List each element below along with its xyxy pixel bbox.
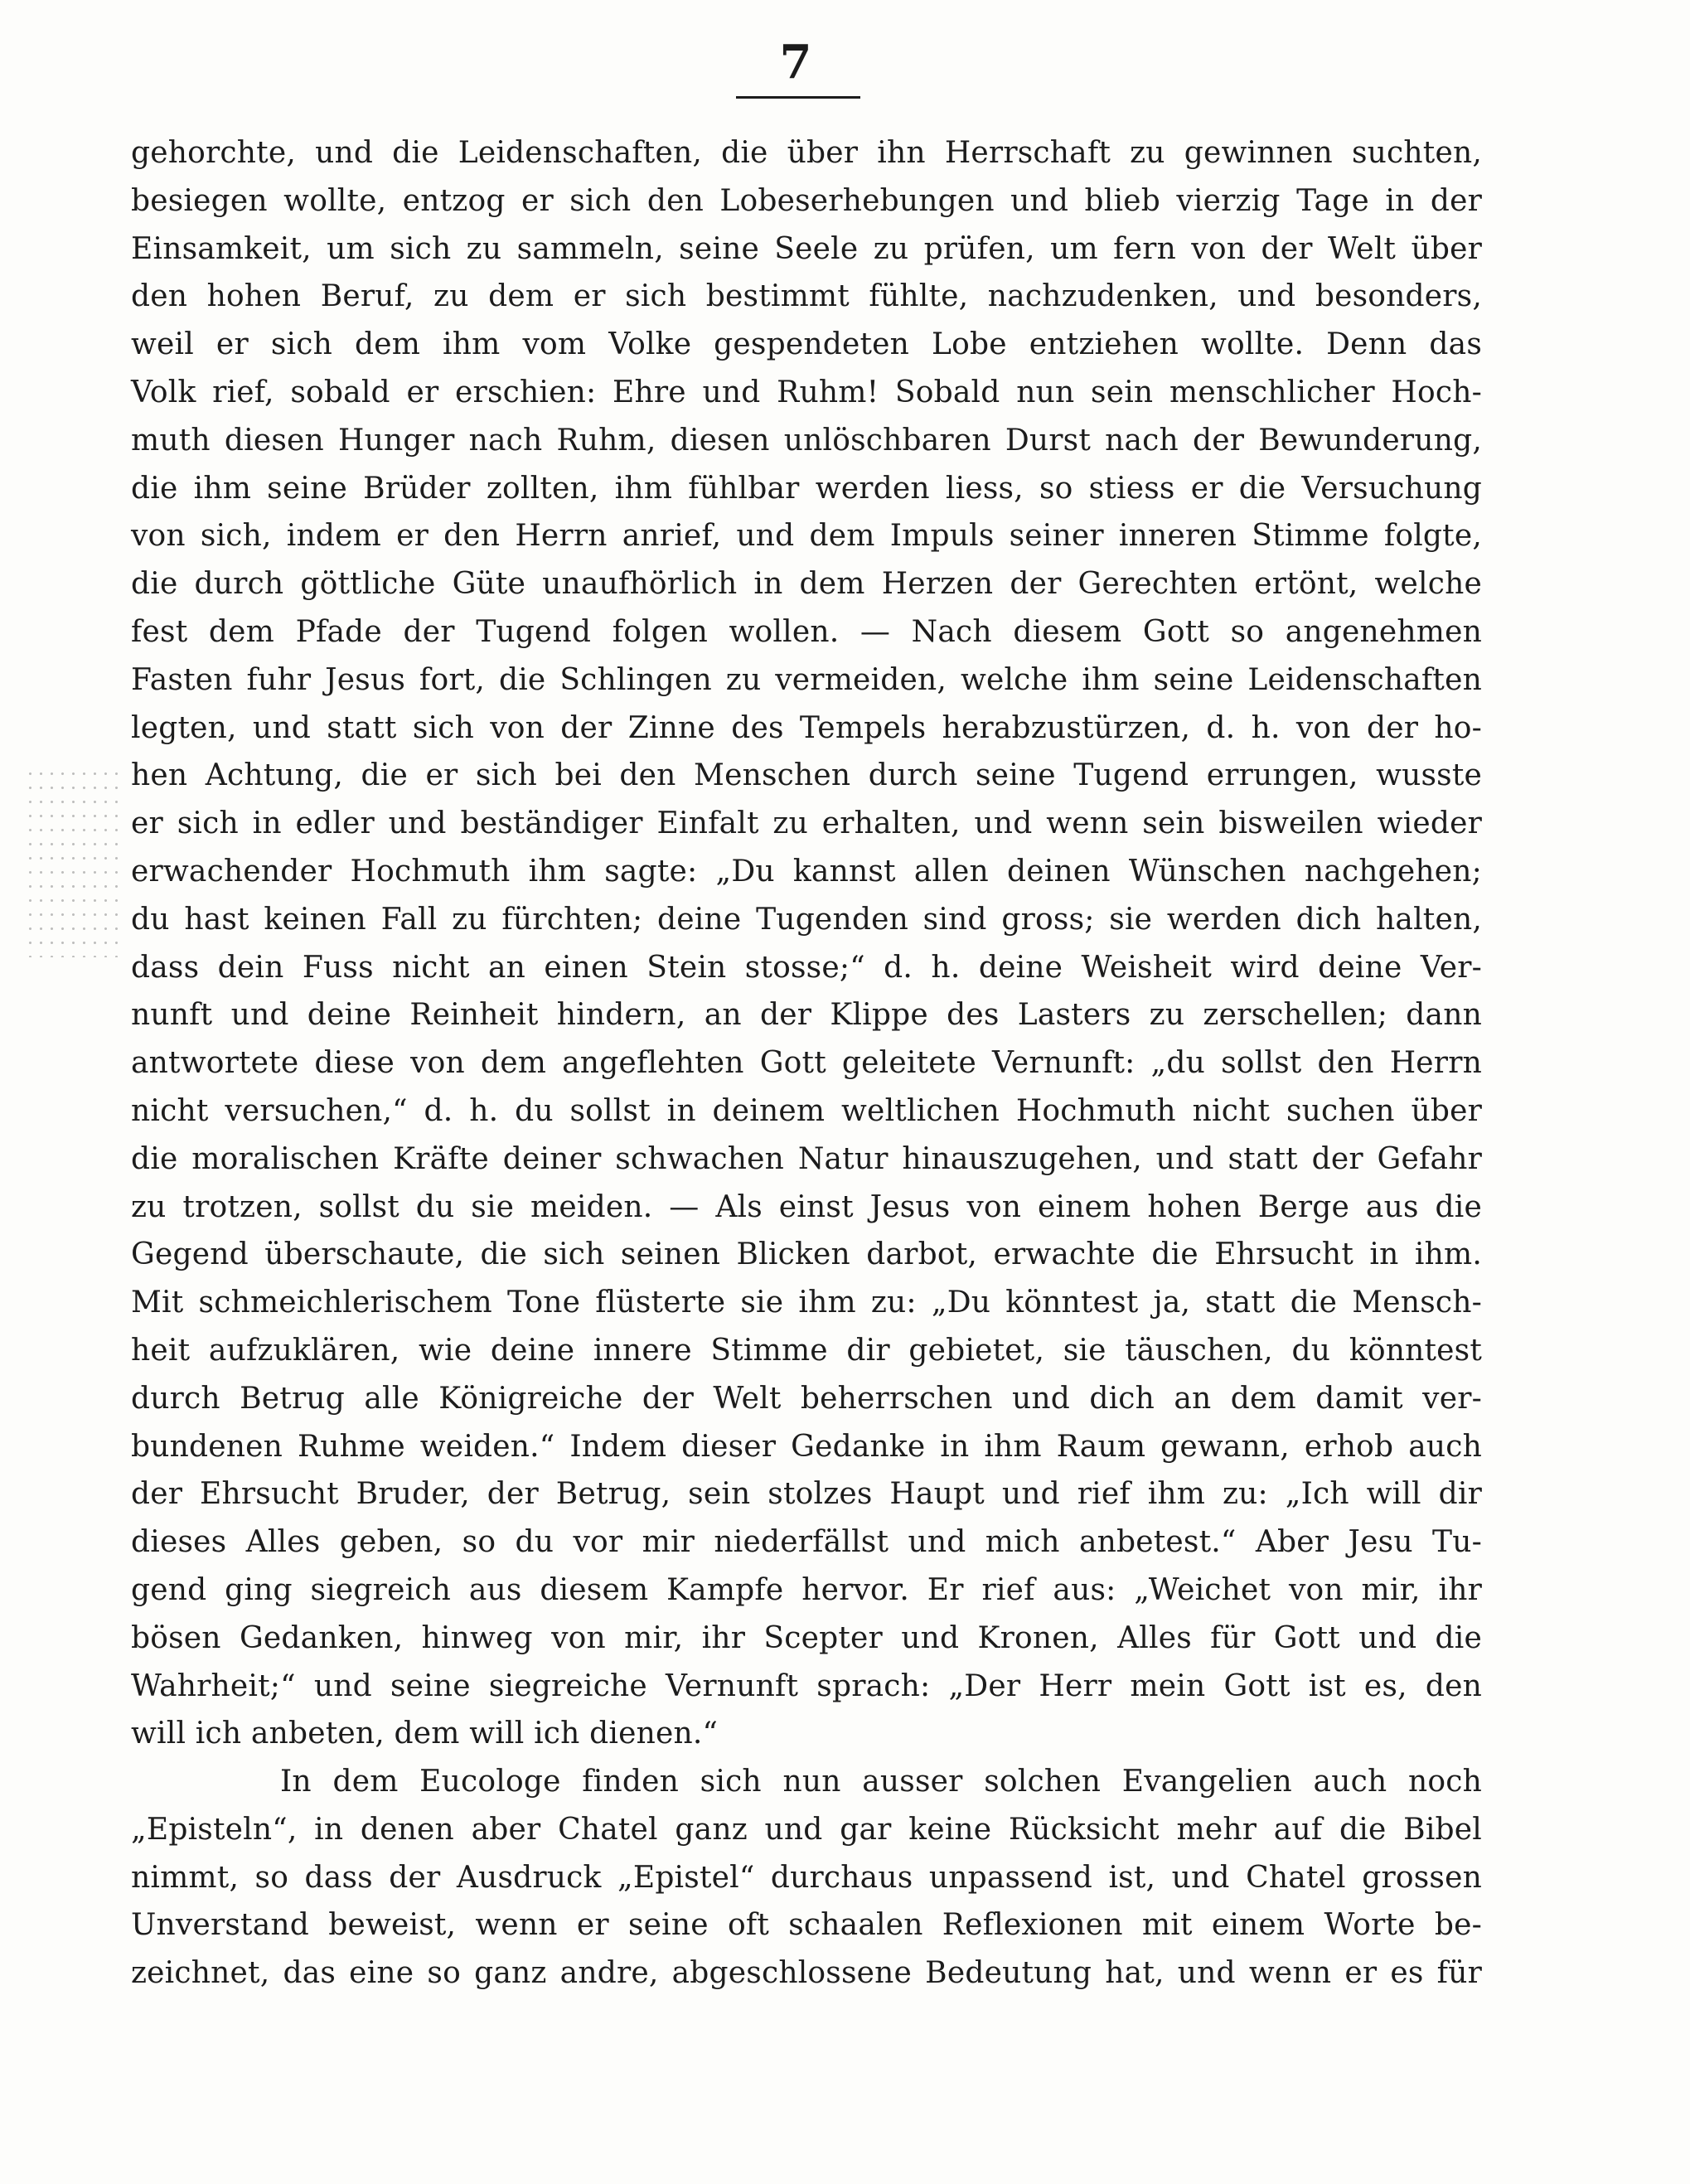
body-text [131, 129, 1482, 1998]
page-number: 7 [779, 35, 812, 90]
margin-speckles [25, 767, 124, 957]
text-line: will ich anbeten, dem will ich dienen.“ [131, 1717, 719, 1751]
text-line: den hohen Beruf, zu dem er sich bestimmt fühlte, nachzudenken, und besonders, [131, 279, 1482, 314]
text-line: du hast keinen Fall zu fürchten; deine Tugenden sind gross; sie werden dich halten, [131, 902, 1482, 937]
text-line: „Episteln“, in denen aber Chatel ganz und gar keine Rücksicht mehr auf die Bibel [131, 1812, 1482, 1847]
text-line: In dem Eucologe finden sich nun ausser solchen Evangelien auch noch [280, 1765, 1482, 1799]
text-line: muth diesen Hunger nach Ruhm, diesen unlöschbaren Durst nach der Bewunderung, [131, 423, 1482, 458]
text-line: weil er sich dem ihm vom Volke gespendeten Lobe entziehen wollte. Denn das [131, 327, 1482, 362]
text-line: dass dein Fuss nicht an einen Stein stosse;“ d. h. deine Weisheit wird deine Ver- [131, 950, 1482, 985]
text-line: dieses Alles geben, so du vor mir niederfällst und mich anbetest.“ Aber Jesu Tu- [131, 1525, 1482, 1560]
page-number-rule [736, 96, 860, 99]
text-line: nunft und deine Reinheit hindern, an der Klippe des Lasters zu zerschellen; dann [131, 998, 1482, 1033]
text-line: die durch göttliche Güte unaufhörlich in dem Herzen der Gerechten ertönt, welche [131, 567, 1482, 602]
text-line: nimmt, so dass der Ausdruck „Epistel“ durchaus unpassend ist, und Chatel grossen [131, 1860, 1482, 1895]
text-line: hen Achtung, die er sich bei den Menschen durch seine Tugend errungen, wusste [131, 758, 1482, 793]
text-line: erwachender Hochmuth ihm sagte: „Du kannst allen deinen Wünschen nachgehen; [131, 854, 1482, 889]
text-line: Gegend überschaute, die sich seinen Blicken darbot, erwachte die Ehrsucht in ihm. [131, 1237, 1482, 1272]
text-line: er sich in edler und beständiger Einfalt zu erhalten, und wenn sein bisweilen wieder [131, 806, 1482, 841]
text-line: die moralischen Kräfte deiner schwachen Natur hinauszugehen, und statt der Gefahr [131, 1141, 1482, 1176]
text-line: gend ging siegreich aus diesem Kampfe hervor. Er rief aus: „Weichet von mir, ihr [131, 1572, 1482, 1607]
text-line: durch Betrug alle Königreiche der Welt beherrschen und dich an dem damit ver- [131, 1381, 1482, 1416]
text-line: Volk rief, sobald er erschien: Ehre und Ruhm! Sobald nun sein menschlicher Hoch- [131, 375, 1482, 409]
text-line: antwortete diese von dem angeflehten Gott geleitete Vernunft: „du sollst den Herrn [131, 1046, 1482, 1081]
text-line: bösen Gedanken, hinweg von mir, ihr Scepter und Kronen, Alles für Gott und die [131, 1620, 1482, 1655]
text-line: heit aufzuklären, wie deine innere Stimme dir gebietet, sie täuschen, du könntest [131, 1333, 1482, 1368]
text-line: die ihm seine Brüder zollten, ihm fühlbar werden liess, so stiess er die Versuchung [131, 471, 1482, 506]
text-line: Wahrheit;“ und seine siegreiche Vernunft sprach: „Der Herr mein Gott ist es, den [131, 1668, 1482, 1703]
text-line: fest dem Pfade der Tugend folgen wollen. — Nach diesem Gott so angenehmen [131, 614, 1482, 649]
text-line: zu trotzen, sollst du sie meiden. — Als einst Jesus von einem hohen Berge aus die [131, 1189, 1482, 1224]
text-line: Mit schmeichlerischem Tone flüsterte sie ihm zu: „Du könntest ja, statt die Mensch- [131, 1286, 1482, 1320]
text-line: Einsamkeit, um sich zu sammeln, seine Seele zu prüfen, um fern von der Welt über [131, 231, 1482, 266]
text-line: der Ehrsucht Bruder, der Betrug, sein stolzes Haupt und rief ihm zu: „Ich will dir [131, 1477, 1482, 1512]
text-line: gehorchte, und die Leidenschaften, die über ihn Herrschaft zu gewinnen suchten, [131, 136, 1482, 170]
text-line: zeichnet, das eine so ganz andre, abgeschlossene Bedeutung hat, und wenn er es für [131, 1956, 1482, 1991]
text-line: nicht versuchen,“ d. h. du sollst in deinem weltlichen Hochmuth nicht suchen über [131, 1093, 1482, 1128]
text-line: besiegen wollte, entzog er sich den Lobeserhebungen und blieb vierzig Tage in der [131, 183, 1482, 218]
text-line: legten, und statt sich von der Zinne des Tempels herabzustürzen, d. h. von der ho- [131, 710, 1482, 745]
paragraph-2 [131, 1758, 1482, 1998]
paragraph-1 [131, 129, 1482, 1758]
text-line: von sich, indem er den Herrn anrief, und dem Impuls seiner inneren Stimme folgte, [131, 519, 1482, 554]
text-line: Fasten fuhr Jesus fort, die Schlingen zu vermeiden, welche ihm seine Leidenschaften [131, 662, 1482, 697]
text-line: Unverstand beweist, wenn er seine oft schaalen Reflexionen mit einem Worte be- [131, 1908, 1482, 1943]
text-line: bundenen Ruhme weiden.“ Indem dieser Gedanke in ihm Raum gewann, erhob auch [131, 1429, 1482, 1464]
